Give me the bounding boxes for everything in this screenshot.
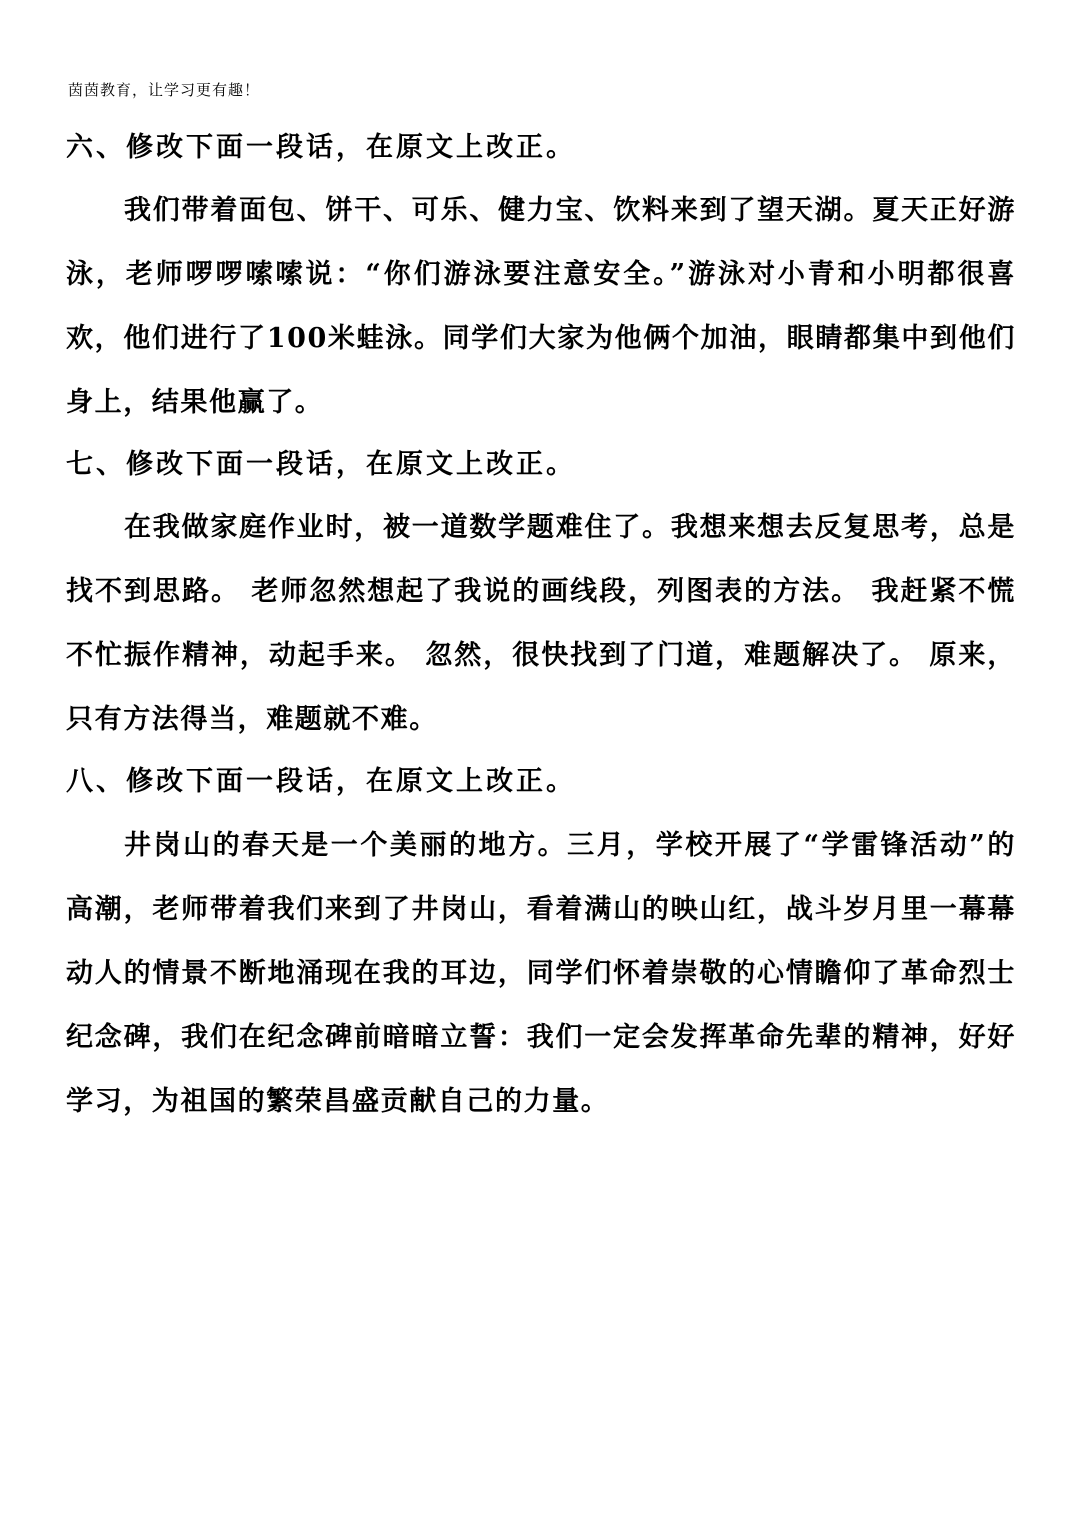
section-8-heading: 八、修改下面一段话，在原文上改正。 xyxy=(66,766,576,797)
section-7-paragraph: 在我做家庭作业时，被一道数学题难住了。我想来想去反复思考，总是找不到思路。 老师忽然想起了我说的画线段，列图表的方法。 我赶紧不慌不忙振作精神，动起手来。 忽然，很快找到了门道，难题解决了。 原来，只有方法得当，难题就不难。 xyxy=(66,512,1016,735)
section-7-heading: 七、修改下面一段话，在原文上改正。 xyxy=(66,449,576,480)
section-6-paragraph: 我们带着面包、饼干、可乐、健力宝、饮料来到了望天湖。夏天正好游泳，老师啰啰嗦嗦说：“你们游泳要注意安全。”游泳对小青和小明都很喜欢，他们进行了100米蛙泳。同学们大家为他俩个加油，眼睛都集中到他们身上，结果他赢了。 xyxy=(66,195,1016,418)
section-6-heading: 六、修改下面一段话，在原文上改正。 xyxy=(66,132,576,163)
header-note: 茵茵教育，让学习更有趣！ xyxy=(68,81,261,99)
section-8-paragraph: 井岗山的春天是一个美丽的地方。三月，学校开展了“学雷锋活动”的高潮，老师带着我们来到了井岗山，看着满山的映山红，战斗岁月里一幕幕动人的情景不断地涌现在我的耳边，同学们怀着崇敬的心情瞻仰了革命烈士纪念碑，我们在纪念碑前暗暗立誓：我们一定会发挥革命先辈的精神，好好学习，为祖国的繁荣昌盛贡献自己的力量。 xyxy=(66,830,1016,1117)
